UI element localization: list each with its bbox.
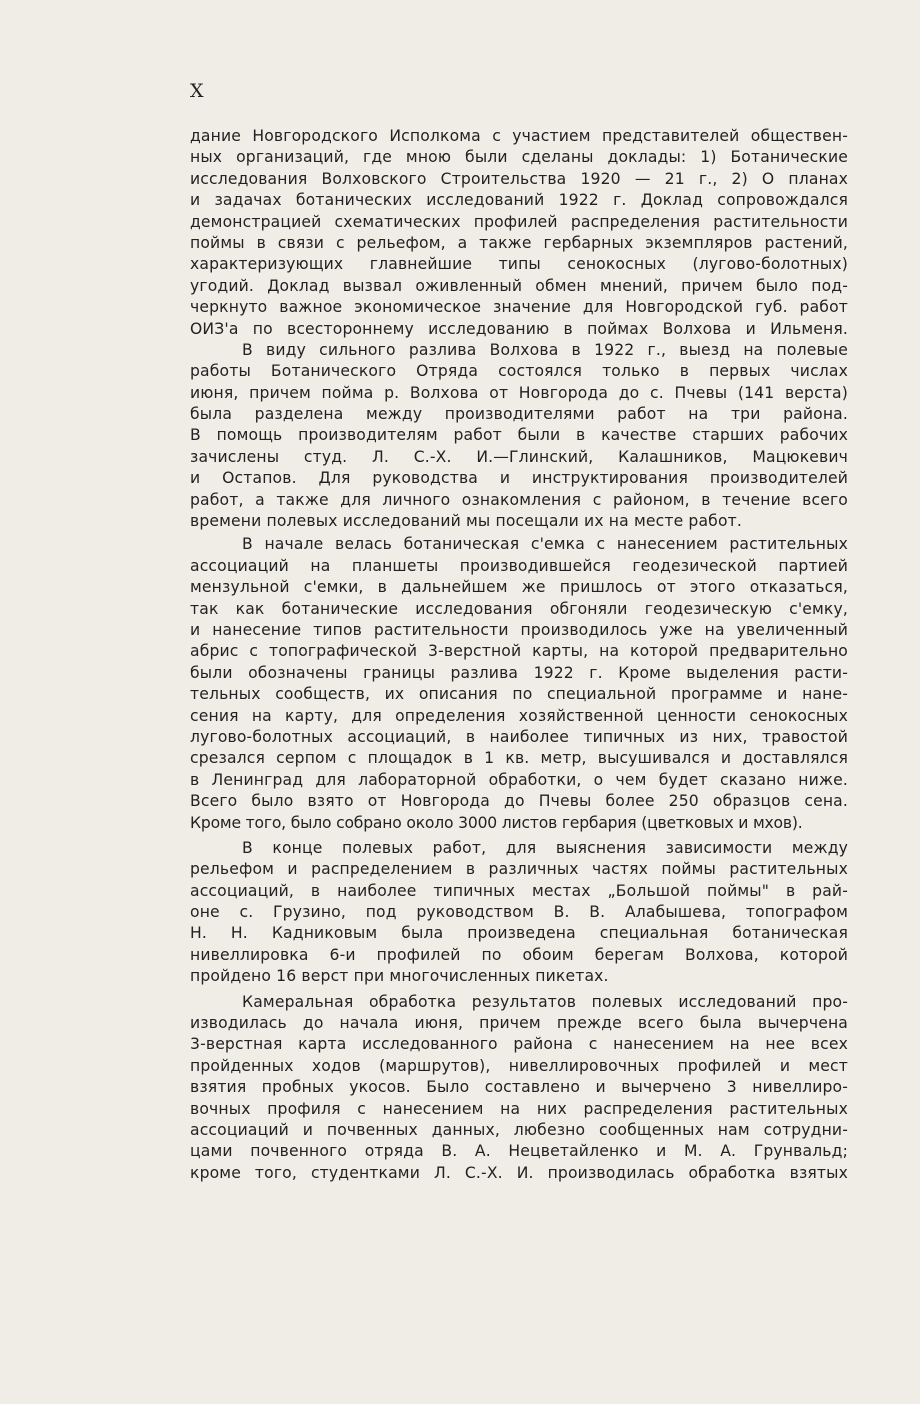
text-line: и задачах ботанических исследований 1922 г. Доклад сопровождался <box>190 191 848 210</box>
text-line: в Ленинград для лабораторной обработки, о чем будет сказано ниже. <box>190 770 848 789</box>
text-line: была разделена между производителями работ на три района. <box>190 405 848 424</box>
text-line: Кроме того, было собрано около 3000 листов гербария (цветковых и мхов). <box>190 813 803 832</box>
text-line: и нанесение типов растительности производилось уже на увеличенный <box>190 620 848 639</box>
text-line: вочных профиля с нанесением на них распределения растительных <box>190 1099 848 1118</box>
text-line: июня, причем пойма р. Волхова от Новгорода до с. Пчевы (141 верста) <box>190 383 848 402</box>
text-line: характеризующих главнейшие типы сенокосных (лугово-болотных) <box>190 255 848 274</box>
text-line: срезался серпом с площадок в 1 кв. метр, высушивался и доставлялся <box>190 749 848 768</box>
paragraph-4 <box>190 838 848 988</box>
paragraph-1 <box>190 126 848 340</box>
text-line: 3-верстная карта исследованного района с нанесением на нее всех <box>190 1035 848 1054</box>
text-line: демонстрацией схематических профилей распределения растительности <box>190 212 848 231</box>
text-line: черкнуто важное экономическое значение для Новгородской губ. работ <box>190 298 848 317</box>
text-line: В виду сильного разлива Волхова в 1922 г., выезд на полевые <box>242 340 848 359</box>
text-line: работы Ботанического Отряда состоялся только в первых числах <box>190 362 848 381</box>
text-line: ных организаций, где мною были сделаны доклады: 1) Ботанические <box>190 148 848 167</box>
text-line: были обозначены границы разлива 1922 г. Кроме выделения расти- <box>190 663 848 682</box>
text-line: работ, а также для личного ознакомления с районом, в течение всего <box>190 490 848 509</box>
text-line: Н. Н. Кадниковым была произведена специальная ботаническая <box>190 924 848 943</box>
text-line: ассоциаций на планшеты производившейся геодезической партией <box>190 556 848 575</box>
text-line: кроме того, студентками Л. С.-Х. И. производилась обработка взятых <box>190 1163 848 1182</box>
text-line: нивеллировка 6-и профилей по обоим берегам Волхова, которой <box>190 945 848 964</box>
text-line: угодий. Доклад вызвал оживленный обмен мнений, причем было под- <box>190 276 848 295</box>
text-line: рельефом и распределением в различных частях поймы растительных <box>190 860 848 879</box>
page-number: X <box>190 80 205 102</box>
text-line: исследования Волховского Строительства 1920 — 21 г., 2) О планах <box>190 169 848 188</box>
text-line: так как ботанические исследования обгоняли геодезическую с'емку, <box>190 599 848 618</box>
paragraph-3 <box>190 534 848 833</box>
text-line: тельных сообществ, их описания по специальной программе и нане- <box>190 685 848 704</box>
text-line: В помощь производителям работ были в качестве старших рабочих <box>190 426 848 445</box>
text-line: Всего было взято от Новгорода до Пчевы более 250 образцов сена. <box>190 792 848 811</box>
text-line: ОИЗ'а по всестороннему исследованию в поймах Волхова и Ильменя. <box>190 319 848 338</box>
body-text <box>190 126 848 1184</box>
text-line: ассоциаций, в наиболее типичных местах „Большой поймы" в рай- <box>190 881 848 900</box>
text-line: пройдено 16 верст при многочисленных пикетах. <box>190 967 609 986</box>
text-line: абрис с топографической 3-верстной карты, на которой предварительно <box>190 642 848 661</box>
text-line: ассоциаций и почвенных данных, любезно сообщенных нам сотрудни- <box>190 1120 848 1139</box>
paragraph-5 <box>190 992 848 1185</box>
text-line: и Остапов. Для руководства и инструктирования производителей <box>190 469 848 488</box>
text-line: В конце полевых работ, для выяснения зависимости между <box>242 838 848 857</box>
text-line: оне с. Грузино, под руководством В. В. Алабышева, топографом <box>190 903 848 922</box>
paragraph-2 <box>190 340 848 533</box>
text-line: сения на карту, для определения хозяйственной ценности сенокосных <box>190 706 848 725</box>
text-line: цами почвенного отряда В. А. Нецветайленко и М. А. Грунвальд; <box>190 1142 848 1161</box>
text-line: поймы в связи с рельефом, а также гербарных экземпляров растений, <box>190 233 848 252</box>
text-line: взятия пробных укосов. Было составлено и вычерчено 3 нивеллиро- <box>190 1078 848 1097</box>
text-line: зачислены студ. Л. С.-Х. И.—Глинский, Калашников, Мацюкевич <box>190 447 848 466</box>
text-line: Камеральная обработка результатов полевых исследований про- <box>242 992 848 1011</box>
text-line: дание Новгородского Исполкома с участием представителей обществен- <box>190 127 848 145</box>
text-line: пройденных ходов (маршрутов), нивеллировочных профилей и мест <box>190 1056 848 1075</box>
text-line: времени полевых исследований мы посещали их на месте работ. <box>190 512 742 531</box>
text-line: мензульной с'емки, в дальнейшем же пришлось от этого отказаться, <box>190 578 848 597</box>
text-line: В начале велась ботаническая с'емка с нанесением растительных <box>242 535 848 554</box>
text-line: лугово-болотных ассоциаций, в наиболее типичных из них, травостой <box>190 727 848 746</box>
text-line: изводилась до начала июня, причем прежде всего была вычерчена <box>190 1014 848 1033</box>
